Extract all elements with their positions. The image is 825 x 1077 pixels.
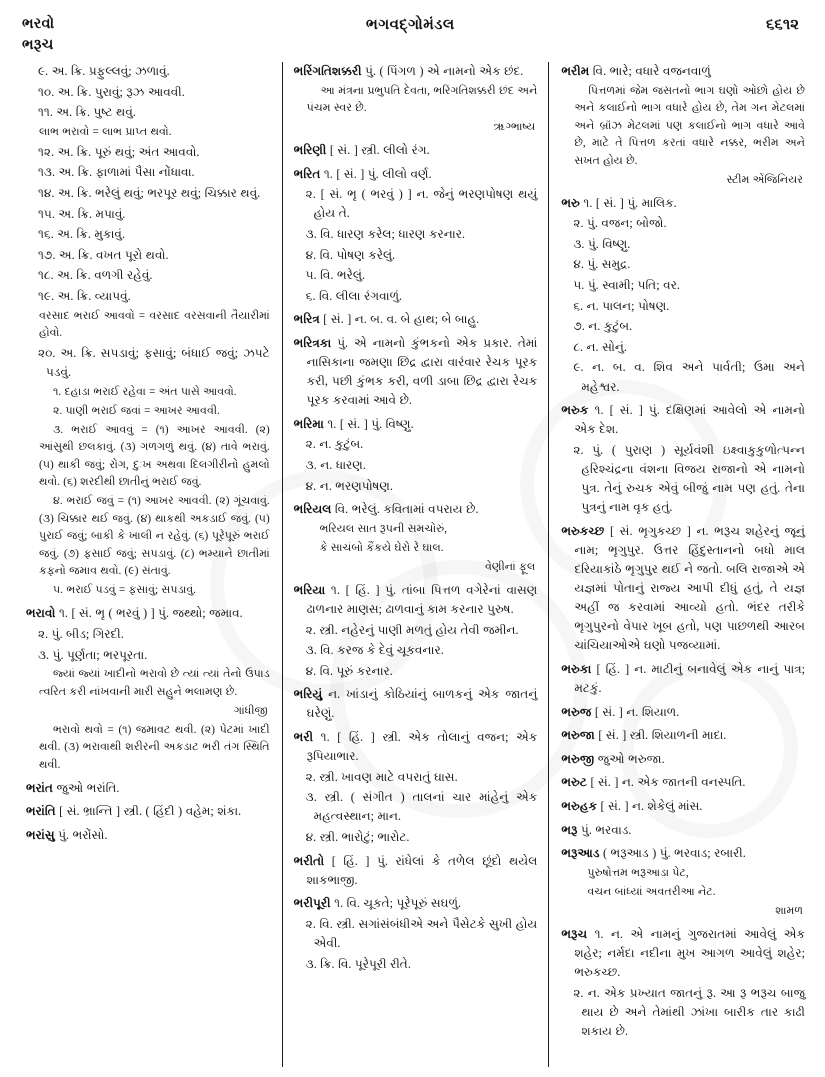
entry-headword-line: [294, 852, 538, 890]
dictionary-entry: [561, 821, 805, 840]
dictionary-entry: [561, 660, 805, 698]
entry-definition-text: પું. ( પિંગળ ) એ નામનો એક છંદ.: [361, 64, 524, 78]
dictionary-entry: [561, 797, 805, 816]
entry-sense-line: ૧૨. અ. ક્રિ. પૂરું થવું; અંત આવવો.: [38, 144, 200, 159]
entry-quotation-line: કે સાચંબો કૈંકયે ઘેરો રે ઘાલ.: [319, 541, 444, 554]
entry-sense-line: ૨. વિ. સ્ત્રી. સગાંસંબંધીએ અને પૈસેટકે સુખી હોય એવી.: [305, 916, 538, 950]
entry-sense-line: ૩. વિ. ધારણ કરેલ; ધારણ કરનાર.: [305, 227, 466, 242]
text-column-1: [22, 62, 282, 1067]
dictionary-entry: [561, 401, 805, 517]
dictionary-entry: [294, 310, 538, 329]
dictionary-entry: [561, 925, 805, 1041]
entry-usage-note: લાભ ભરાવો = લાભ પ્રાપ્ત થવો.: [39, 125, 172, 138]
entry-usage-note: પિત્તળમાં જેમ જસતનો ભાગ ઘણો ઓછો હોય છે અને કલાઈનો ભાગ વધારે હોય છે, તેમ ગન મેટલમાં અને બ્રૉંઝ મેટલમાં પણ કલાઈનો ભાગ વધારે આવે છે, માટે તે પિત્તળ કરતાં વધારે નક્કર, ભરીમ અને સખત હોય છે.: [574, 84, 806, 167]
entry-sense-line: ૧૮. અ. ક્રિ. વળગી રહેવું.: [38, 268, 153, 283]
entry-sense-line: ૩. વિ. કરજ કે દેવું ચૂકવનાર.: [305, 643, 444, 658]
entry-quotation-line: ભરિયલ સાત રૂપની સમચોરું,: [319, 522, 448, 535]
entry-sense-line: ૨. સ્ત્રી. નહેરનું પાણી મળતું હોય તેવી જમીન.: [305, 622, 519, 637]
entry-headword-line: [294, 894, 538, 913]
dictionary-entry: [294, 62, 538, 137]
headword: ભરુજી: [561, 751, 595, 766]
entry-sense-line: ૨. [ સં. ભૃ ( ભરવું ) ] ન. જેનું ભરણપોષણ થયું હોય તે.: [305, 187, 538, 221]
entry-sense-line: ૨. ન. એક પ્રખ્યાત જાતનું રૂ. આ રૂ ભરૂચ બાજુ થાય છે અને તેમાંથી ઝાંખા બારીક તાર કાઢી શકાય છે.: [573, 985, 806, 1038]
entry-definition-text: ૧. [ સં. ] પું. વિષ્ણુ.: [323, 416, 414, 431]
dictionary-title: ભગવદ્ગોમંડલ: [365, 17, 455, 33]
headword: ભરીતો: [293, 853, 325, 868]
entry-definition-text: ૧. [ હિં. ] પું. તાંબા પિત્તળ વગેરેનાં વાસણ ઢાળનાર માણસ; ઢાળવાનું કામ કરનાર પુરુષ.: [306, 582, 538, 616]
entry-sense-line: ૩. ન. ધારણ.: [305, 458, 366, 473]
dictionary-entry: [294, 141, 538, 160]
entry-sense-line: ૧૩. અ. ક્રિ. ફાળામાં પૈસા નોંધાવા.: [38, 165, 195, 180]
entry-sense-line: ૮. ન. સોનું.: [573, 339, 627, 354]
entry-definition-text: [ સં. ] ન. બ. વ. બે હાથ; બે બાહુ.: [319, 312, 480, 327]
headword: ભરુક: [561, 403, 589, 418]
entry-definition-text: જુઓ ભરુજા.: [594, 751, 665, 766]
entry-definition-text: [ હિં. ] ન. માટીનું બનાવેલું એક નાનું પાત્ર; મટકું.: [574, 661, 806, 695]
entry-definition-text: ૧. [ સં. ] પું. લીલો વર્ણ.: [320, 166, 432, 181]
entry-sense-line: ૨. પું. વજન; બોજો.: [573, 216, 667, 231]
headword: ભરૂ: [561, 822, 578, 837]
entry-sense-line: ૧૯. અ. ક્રિ. વ્યાપવું.: [38, 288, 131, 303]
entry-headword-line: [294, 310, 538, 329]
entry-citation-source: સ્ટીમ એંજિનિયર: [726, 173, 804, 186]
dictionary-entry: [26, 604, 270, 774]
entry-sense-line: ૧૦. અ. ક્રિ. પુરાવું; રૂઝ આવવી.: [38, 84, 185, 99]
entry-headword-line: [26, 826, 270, 845]
entry-citation-source: વેણીનાં ફૂલ: [485, 560, 536, 573]
text-column-2: [282, 62, 550, 1067]
entry-definition-text: પું. ભરવાડ.: [577, 822, 632, 837]
entry-headword-line: [561, 925, 805, 982]
dictionary-entry: [561, 750, 805, 769]
dictionary-entry: [561, 62, 805, 189]
entry-usage-note: ૫. ભરાઈ પડવું = ફસાવું; સપડાવું.: [53, 584, 197, 597]
entry-definition-text: [ સં. ] સ્ત્રી. શિયાળની માદા.: [594, 728, 727, 743]
entry-definition-text: [ સં. ] ન. એક જાતની વનસ્પતિ.: [586, 775, 746, 790]
page-header: [22, 14, 807, 60]
entry-definition-text: પું. ભરોંસો.: [54, 828, 108, 843]
entry-headword-line: [294, 685, 538, 723]
entry-usage-note: ૧. દહાડા ભરાઈ રહેવા = અંત પાસે આવવો.: [53, 385, 237, 398]
dictionary-entry: [294, 852, 538, 890]
entry-definition-text: વિ. ભરેલું. કવિતામાં વપરાય છે.: [331, 502, 479, 517]
entry-usage-note: ૨. પાણી ભરાઈ જવાં = આખર આવવી.: [53, 404, 220, 417]
headword: ભરાંત: [26, 780, 53, 795]
dictionary-entry: [294, 334, 538, 410]
entry-usage-note: ભરાવો થવો = (૧) જમાવટ થવી. (૨) પેટમાં ખાદી થવી. (૩) ભરાવાથી શરીરની અકડાટ ભરી તંગ સ્થિતિ થવી.: [39, 723, 270, 771]
entry-definition-text: ૧. [ સં. ભૃ ( ભરવું ) ] પું. જથ્થો; જમાવ.: [55, 606, 243, 621]
entry-definition-text: ( ભરૂઆડ ) પું. ભરવાડ; રબારી.: [599, 846, 746, 861]
entry-sense-line: ૧૬. અ. ક્રિ. મુકાવું.: [38, 227, 125, 242]
headword: ભરુ: [561, 195, 580, 210]
entry-sense-line: ૨. સ્ત્રી. ખાવણ માટે વપરાતું ઘાસ.: [305, 769, 458, 784]
headword: ભરિત્રકા: [293, 335, 332, 350]
entry-quotation-line: પુરુષોત્તમ ભરૂઆડા પેટ,: [587, 866, 689, 879]
entry-definition-text: પું. એ નામનો કુંભકનો એક પ્રકાર. તેમાં નાસિકાના જમણા છિદ્ર દ્વારા વારંવાર રેચક પૂરક કરી, પછી કુંભક કરી, વળી ડાબા છિદ્ર દ્વારા રેચક પૂરક કરવામાં આવે છે.: [306, 335, 538, 408]
entry-sense-line: ૧૭. અ. ક્રિ. વખત પૂરો થવો.: [38, 247, 169, 262]
headword: ભરુહક: [561, 798, 598, 813]
entry-headword-line: [561, 401, 805, 439]
headword: ભરુજા: [561, 728, 595, 743]
entry-definition-text: [ સં. ] ન. શિયાળ.: [591, 704, 680, 719]
entry-headword-line: [561, 844, 805, 863]
entry-headword-line: [561, 750, 805, 769]
entry-definition-text: [ સં. ભ્રાન્તિ ] સ્ત્રી. ( હિંદી ) વહેમ; શંકા.: [55, 804, 242, 819]
entry-headword-line: [561, 821, 805, 840]
dictionary-entry: [26, 779, 270, 798]
entry-usage-note: વરસાદ ભરાઈ આવવો = વરસાદ વરસવાની તૈયારીમાં હોવો.: [39, 309, 270, 340]
entry-headword-line: [26, 604, 270, 623]
entry-headword-line: [26, 779, 270, 798]
entry-definition-text: ૧. વિ. ચૂકતે; પૂરેપૂરું સઘળું.: [330, 896, 462, 911]
dictionary-entry: [294, 500, 538, 576]
entry-definition-text: ૧. [ સં. ] પું. માલિક.: [579, 195, 677, 210]
entry-sense-line: ૧૧. અ. ક્રિ. પુષ્ટ થવું.: [38, 105, 136, 120]
headword: ભરિંગતિશક્કરી: [293, 64, 362, 78]
running-head-first-word: ભરવો: [22, 16, 55, 32]
dictionary-entry: [294, 728, 538, 847]
entry-definition-text: ૧. ન. એ નામનું ગુજરાતમાં આવેલું એક શહેર; નર્મદા નદીના મુખ આગળ આવેલું શહેર; ભરુકચ્છ.: [574, 926, 806, 979]
headword: ભરાવો: [26, 606, 56, 621]
entry-headword-line: [561, 773, 805, 792]
entry-sense-line: ૨. પું. બીડ; ગિરદી.: [38, 627, 124, 642]
entry-sense-line: ૪. વિ. પૂરું કરનાર.: [305, 663, 393, 678]
headword: ભરિયા: [293, 582, 326, 597]
headword: ભરીમ: [561, 64, 590, 78]
entry-citation-source: ગાંધીજી: [233, 704, 268, 717]
entry-sense-line: ૫. વિ. ભરેલું.: [305, 268, 366, 283]
headword: ભરીપૂરી: [293, 896, 331, 911]
entry-sense-line: ૬. ન. પાલન; પોષણ.: [573, 298, 670, 313]
dictionary-entry: [26, 802, 270, 821]
headword: ભરૂઆડ: [561, 846, 600, 861]
entry-usage-note: આ મંત્રના પ્રભુપતિ દેવતા, ભરિંગતિશક્કરી છંદ અને પંચમ સ્વર છે.: [306, 84, 538, 115]
dictionary-entry: [561, 844, 805, 920]
entry-sense-line: ૪. સ્ત્રી. ભારોટું; ભારોટ.: [305, 830, 410, 844]
dictionary-entry: [294, 894, 538, 973]
entry-sense-line: ૨. ન. કુટુંબ.: [305, 437, 364, 452]
entry-headword-line: [561, 522, 805, 656]
dictionary-entry: [561, 726, 805, 745]
entry-sense-line: ૯. અ. ક્રિ. પ્રફુલ્લવું; ઝળાવું.: [38, 64, 170, 78]
entry-sense-line: ૧૪. અ. ક્રિ. ભરેલું થવું; ભરપૂર થવું; ચિક્કાર થવું.: [38, 185, 261, 200]
entry-definition-text: જુઓ ભરાંતિ.: [52, 780, 120, 795]
running-head-last-word: ભરૂચ: [22, 37, 54, 54]
entry-sense-line: ૨. પું. ( પુરાણ ) સૂર્યવંશી ઇક્ષ્વાકુકુળોત્પન્ન હરિશ્ચંદ્રના વંશના વિજય રાજાનો એ નામનો પુત્ર. તેનું રુચક એવું બીજું નામ પણ હતું. તેના પુત્રનું નામ વૃક હતું.: [573, 442, 806, 515]
entry-headword-line: [561, 703, 805, 722]
entry-headword-line: [294, 500, 538, 519]
entry-sense-line: ૪. વિ. પોષણ કરેલું.: [305, 247, 396, 262]
entry-definition-text: ન. ખાંડાનું કોઠિયાંનું બાળકનું એક જાતનું ઘરેણું.: [306, 687, 538, 721]
headword: ભરુકચ્છ: [561, 523, 605, 538]
entry-sense-line: ૯. ન. બ. વ. શિવ અને પાર્વતી; ઉમા અને મહેશ્વર.: [573, 360, 806, 394]
entry-headword-line: [561, 194, 805, 213]
entry-headword-line: [561, 62, 805, 81]
entry-headword-line: [294, 334, 538, 410]
running-head-left: [22, 14, 54, 56]
entry-sense-line: ૪. પું. સમુદ્ર.: [573, 257, 631, 272]
entry-usage-note: જ્યાં જ્યાં ખાદીનો ભરાવો છે ત્યાં ત્યાં તેનો ઉપાડ ત્વરિત કરી નાંખવાની મારી સહુને ભલામણ છે.: [39, 668, 270, 698]
entry-headword-line: [294, 581, 538, 619]
entry-sense-line: ૭. ન. કુટુંબ.: [573, 319, 633, 334]
entry-definition-text: [ સં. ભૃગુકચ્છ ] ન. ભરૂચ શહેરનું જૂનું નામ; ભૃગુપુર. ઉત્તર હિંદુસ્તાનનો બધો માલ દરિયાકાંઠે ભૃગુપુર થઈ ને જતો. બલિ રાજાએ એ યજ્ઞમાં પોતાનું રાજ્ય આપી દીધું હતું, તે યજ્ઞ અહીં જ કરવામાં આવ્યો હતો. ભંદર તરીકે ભૃગુપુરનો વેપાર ખૂબ હતો, પણ પાછળથી આરબ ચાંચિયાઓએ ઘણો પજવ્યામાં.: [574, 523, 806, 653]
text-column-3: [549, 62, 807, 1067]
entry-headword-line: [294, 728, 538, 766]
entry-sense-line: ૫. પું. સ્વામી; પતિ; વર.: [573, 278, 680, 293]
headword: ભરાંતિ: [26, 804, 56, 819]
dictionary-entry: [561, 773, 805, 792]
headword: ભરિયું: [293, 687, 323, 702]
dictionary-entry: [294, 165, 538, 306]
dictionary-entry: [561, 522, 805, 656]
entry-sense-line: ૬. વિ. લીલા રંગવાળું.: [305, 288, 403, 303]
entry-usage-note: ૩. ભરાઈ આવવું = (૧) આખર આવવી. (૨) આંસુથી છલકાવું. (૩) ગળગળું થવું. (૪) તાવે ભરાવું. (૫) થાકી જવું; રોગ, દુઃખ અથવા દિલગીરીનો હુમલો થવો. (૬) શરદીથી છાતીનું ભરાઈ જવું.: [39, 423, 270, 489]
entry-headword-line: [26, 802, 270, 821]
dictionary-entry: [26, 826, 270, 845]
dictionary-entry: [294, 415, 538, 496]
entry-headword-line: [561, 726, 805, 745]
headword: ભરી: [293, 730, 314, 745]
entry-sense-line: ૩. પું. વિષ્ણુ.: [573, 236, 631, 251]
headword: ભરિત: [293, 166, 321, 181]
entry-definition-text: ૧. [ સં. ] પું. દક્ષિણમાં આવેલો એ નામનો એક દેશ.: [574, 403, 806, 437]
entry-sense-line: ૩. પું. પૂર્ણતા; ભરપૂરતા.: [38, 647, 148, 662]
dictionary-entry: [294, 685, 538, 723]
headword: ભરુકા: [561, 661, 592, 676]
headword: ભરુટ: [561, 775, 587, 790]
headword: ભરૂચ: [561, 926, 588, 941]
entry-sense-line: ૩. સ્ત્રી. ( સંગીત ) તાલનાં ચાર માંહેનું એક મહત્વસ્થાન; માન.: [305, 790, 538, 824]
entry-sense-line: ૨૦. અ. ક્રિ. સપડાવું; ફસાવું; બંધાઈ જવું; ઝપટે પડવું.: [38, 346, 270, 380]
dictionary-entry: [294, 581, 538, 681]
page-number: ૬૬૧૨: [766, 17, 799, 33]
entry-headword-line: [294, 165, 538, 184]
headword: ભરિયલ: [293, 502, 332, 517]
headword: ભરિત્ર: [293, 312, 320, 327]
entry-quotation-line: વચન બાંધ્યાં અવતરીઆ નેટ.: [587, 885, 716, 898]
entry-definition-text: ૧. [ હિં. ] સ્ત્રી. એક તોલાનું વજન; એક રૂપિયાભાર.: [306, 730, 538, 764]
entry-usage-note: ૪. ભરાઈ જવું = (૧) આખર આવવી. (૨) ગૂંચવાવું. (૩) ચિક્કાર થઈ જવું. (૪) થાકથી અકડાઈ જવું. (૫) પુરાઈ જવું; બાકી કે ખાલી ન રહેવું. (૬) પૂરેપૂરું ભરાઈ જવું. (૭) ફસાઈ જવું; સપડાવું. (૮) ભમ્યાને છાતીમાં કફનો જમાવ થવો. (૯) સંતાવું.: [39, 495, 270, 578]
entry-headword-line: [294, 415, 538, 434]
column-container: [22, 62, 807, 1067]
entry-citation-source: ૠગ્ભાષ્ય: [493, 121, 536, 134]
headword: ભરિણી: [293, 143, 327, 158]
entry-sense-line: ૩. ક્રિ. વિ. પૂરેપૂરી રીતે.: [305, 956, 411, 971]
headword: ભરિમા: [293, 416, 324, 431]
entry-citation-source: શામળ: [775, 904, 804, 917]
dictionary-entry: [561, 703, 805, 722]
headword: ભરુજ: [561, 704, 592, 719]
entry-definition-text: વિ. ભારે; વધારે વજનવાળું: [589, 64, 711, 78]
entry-headword-line: [294, 62, 538, 81]
dictionary-entry: [26, 62, 270, 600]
entry-definition-text: [ સં. ] સ્ત્રી. લીલો રંગ.: [326, 143, 430, 158]
entry-headword-line: [561, 660, 805, 698]
dictionary-entry: [561, 194, 805, 397]
entry-headword-line: [294, 141, 538, 160]
entry-definition-text: [ હિં. ] પું. રાંધેલાં કે તળેલ છૂંદો થયેલ શાકભાજી.: [306, 853, 538, 887]
entry-sense-line: ૪. ન. ભરણપોષણ.: [305, 478, 393, 493]
entry-definition-text: [ સં. ] ન. શેકેલું માંસ.: [597, 798, 703, 813]
entry-sense-line: ૧૫. અ. ક્રિ. મપાવું.: [38, 206, 126, 221]
headword: ભરાંસુ: [26, 828, 55, 843]
entry-headword-line: [561, 797, 805, 816]
